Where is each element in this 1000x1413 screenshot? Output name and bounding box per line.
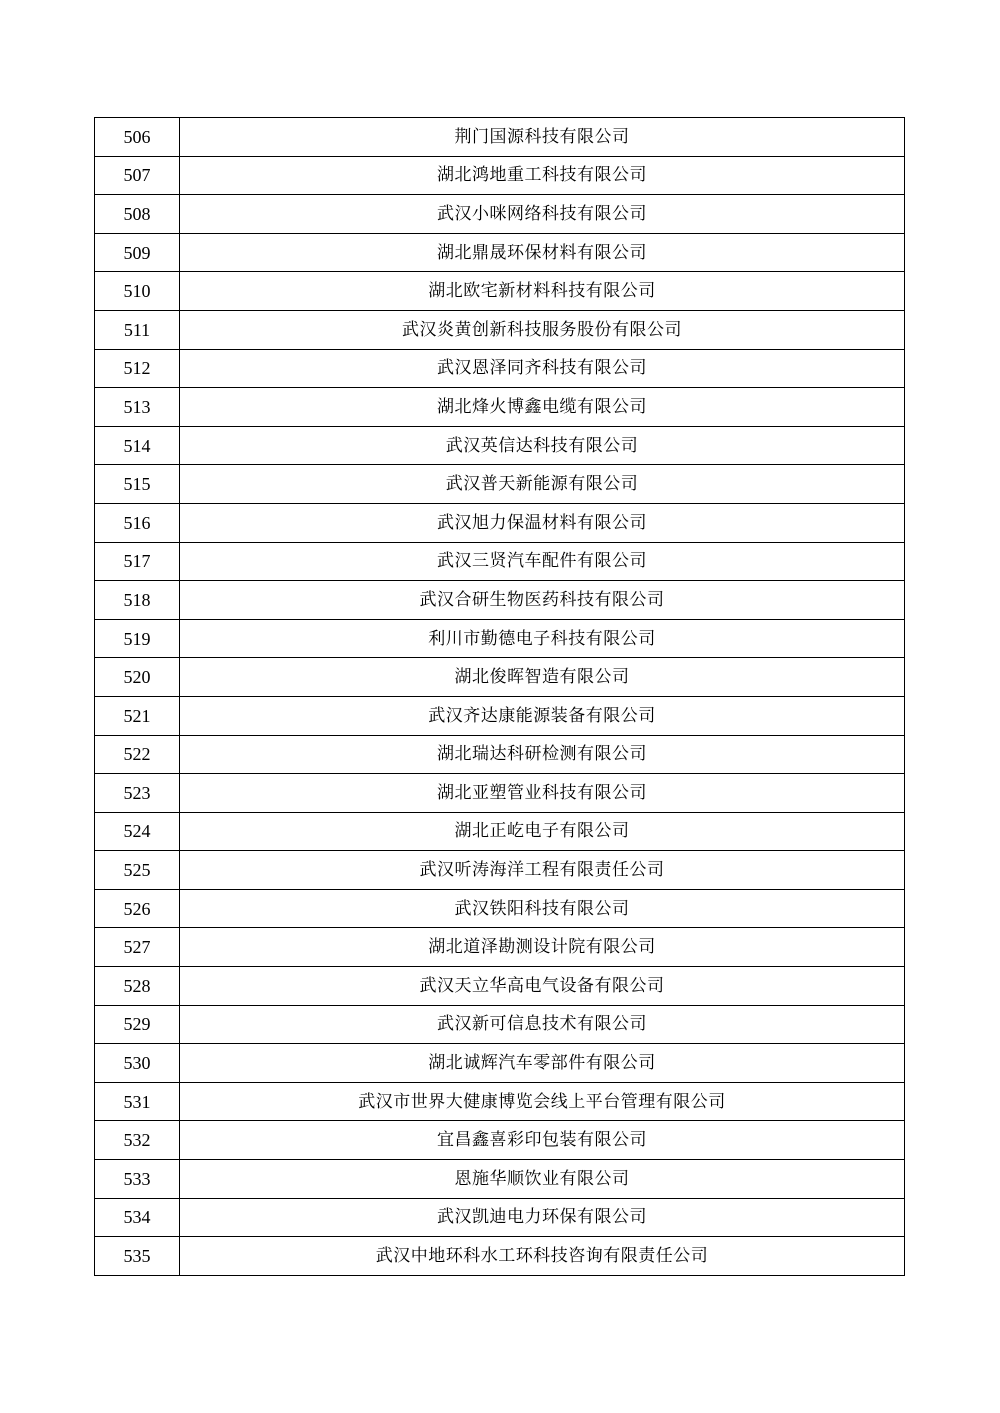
company-name: 湖北亚塑管业科技有限公司 (180, 774, 905, 813)
company-name: 武汉齐达康能源装备有限公司 (180, 696, 905, 735)
row-number: 507 (95, 156, 180, 195)
table-row (95, 195, 905, 234)
company-name: 武汉天立华高电气设备有限公司 (180, 967, 905, 1006)
row-number: 528 (95, 967, 180, 1006)
row-number: 516 (95, 503, 180, 542)
company-name: 武汉小咪网络科技有限公司 (180, 195, 905, 234)
table-row (95, 272, 905, 311)
company-name: 武汉凯迪电力环保有限公司 (180, 1198, 905, 1237)
row-number: 508 (95, 195, 180, 234)
company-name: 武汉英信达科技有限公司 (180, 426, 905, 465)
row-number: 531 (95, 1082, 180, 1121)
row-number: 533 (95, 1160, 180, 1199)
company-name: 武汉三贤汽车配件有限公司 (180, 542, 905, 581)
company-name: 利川市勤德电子科技有限公司 (180, 619, 905, 658)
company-name: 武汉恩泽同齐科技有限公司 (180, 349, 905, 388)
row-number: 511 (95, 310, 180, 349)
company-name: 武汉铁阳科技有限公司 (180, 889, 905, 928)
company-name: 湖北烽火博鑫电缆有限公司 (180, 388, 905, 427)
table-row (95, 967, 905, 1006)
row-number: 521 (95, 696, 180, 735)
row-number: 510 (95, 272, 180, 311)
table-row (95, 581, 905, 620)
table-row (95, 619, 905, 658)
row-number: 525 (95, 851, 180, 890)
table-row (95, 696, 905, 735)
table-row (95, 1044, 905, 1083)
row-number: 524 (95, 812, 180, 851)
company-name: 武汉听涛海洋工程有限责任公司 (180, 851, 905, 890)
row-number: 532 (95, 1121, 180, 1160)
table-row (95, 1237, 905, 1276)
table-row (95, 1198, 905, 1237)
table-row (95, 465, 905, 504)
table-row (95, 156, 905, 195)
row-number: 515 (95, 465, 180, 504)
row-number: 527 (95, 928, 180, 967)
company-name: 武汉炎黄创新科技服务股份有限公司 (180, 310, 905, 349)
row-number: 519 (95, 619, 180, 658)
table-row (95, 503, 905, 542)
row-number: 520 (95, 658, 180, 697)
row-number: 522 (95, 735, 180, 774)
table-row (95, 388, 905, 427)
company-name: 湖北瑞达科研检测有限公司 (180, 735, 905, 774)
company-name: 武汉合研生物医药科技有限公司 (180, 581, 905, 620)
company-name: 荆门国源科技有限公司 (180, 118, 905, 157)
row-number: 534 (95, 1198, 180, 1237)
table-row (95, 774, 905, 813)
company-name: 湖北鸿地重工科技有限公司 (180, 156, 905, 195)
company-name: 武汉市世界大健康博览会线上平台管理有限公司 (180, 1082, 905, 1121)
row-number: 523 (95, 774, 180, 813)
table-row (95, 1121, 905, 1160)
table-row (95, 735, 905, 774)
company-name: 湖北正屹电子有限公司 (180, 812, 905, 851)
company-name: 湖北鼎晟环保材料有限公司 (180, 233, 905, 272)
table-row (95, 349, 905, 388)
row-number: 518 (95, 581, 180, 620)
table-row (95, 310, 905, 349)
row-number: 512 (95, 349, 180, 388)
table-row (95, 812, 905, 851)
company-name: 湖北道泽勘测设计院有限公司 (180, 928, 905, 967)
company-name: 湖北欧宅新材料科技有限公司 (180, 272, 905, 311)
row-number: 514 (95, 426, 180, 465)
company-name: 武汉旭力保温材料有限公司 (180, 503, 905, 542)
row-number: 526 (95, 889, 180, 928)
table-row (95, 658, 905, 697)
company-table-body (95, 118, 905, 1276)
row-number: 506 (95, 118, 180, 157)
table-row (95, 1160, 905, 1199)
company-name: 武汉普天新能源有限公司 (180, 465, 905, 504)
row-number: 535 (95, 1237, 180, 1276)
table-row (95, 1082, 905, 1121)
row-number: 517 (95, 542, 180, 581)
row-number: 509 (95, 233, 180, 272)
company-name: 湖北诚辉汽车零部件有限公司 (180, 1044, 905, 1083)
company-name: 宜昌鑫喜彩印包装有限公司 (180, 1121, 905, 1160)
table-row (95, 928, 905, 967)
table-row (95, 542, 905, 581)
table-row (95, 118, 905, 157)
table-row (95, 426, 905, 465)
row-number: 513 (95, 388, 180, 427)
company-name: 武汉中地环科水工环科技咨询有限责任公司 (180, 1237, 905, 1276)
company-list-table (94, 117, 905, 1276)
company-name: 恩施华顺饮业有限公司 (180, 1160, 905, 1199)
table-row (95, 889, 905, 928)
table-row (95, 1005, 905, 1044)
table-row (95, 233, 905, 272)
table-row (95, 851, 905, 890)
company-name: 湖北俊晖智造有限公司 (180, 658, 905, 697)
row-number: 530 (95, 1044, 180, 1083)
row-number: 529 (95, 1005, 180, 1044)
company-name: 武汉新可信息技术有限公司 (180, 1005, 905, 1044)
